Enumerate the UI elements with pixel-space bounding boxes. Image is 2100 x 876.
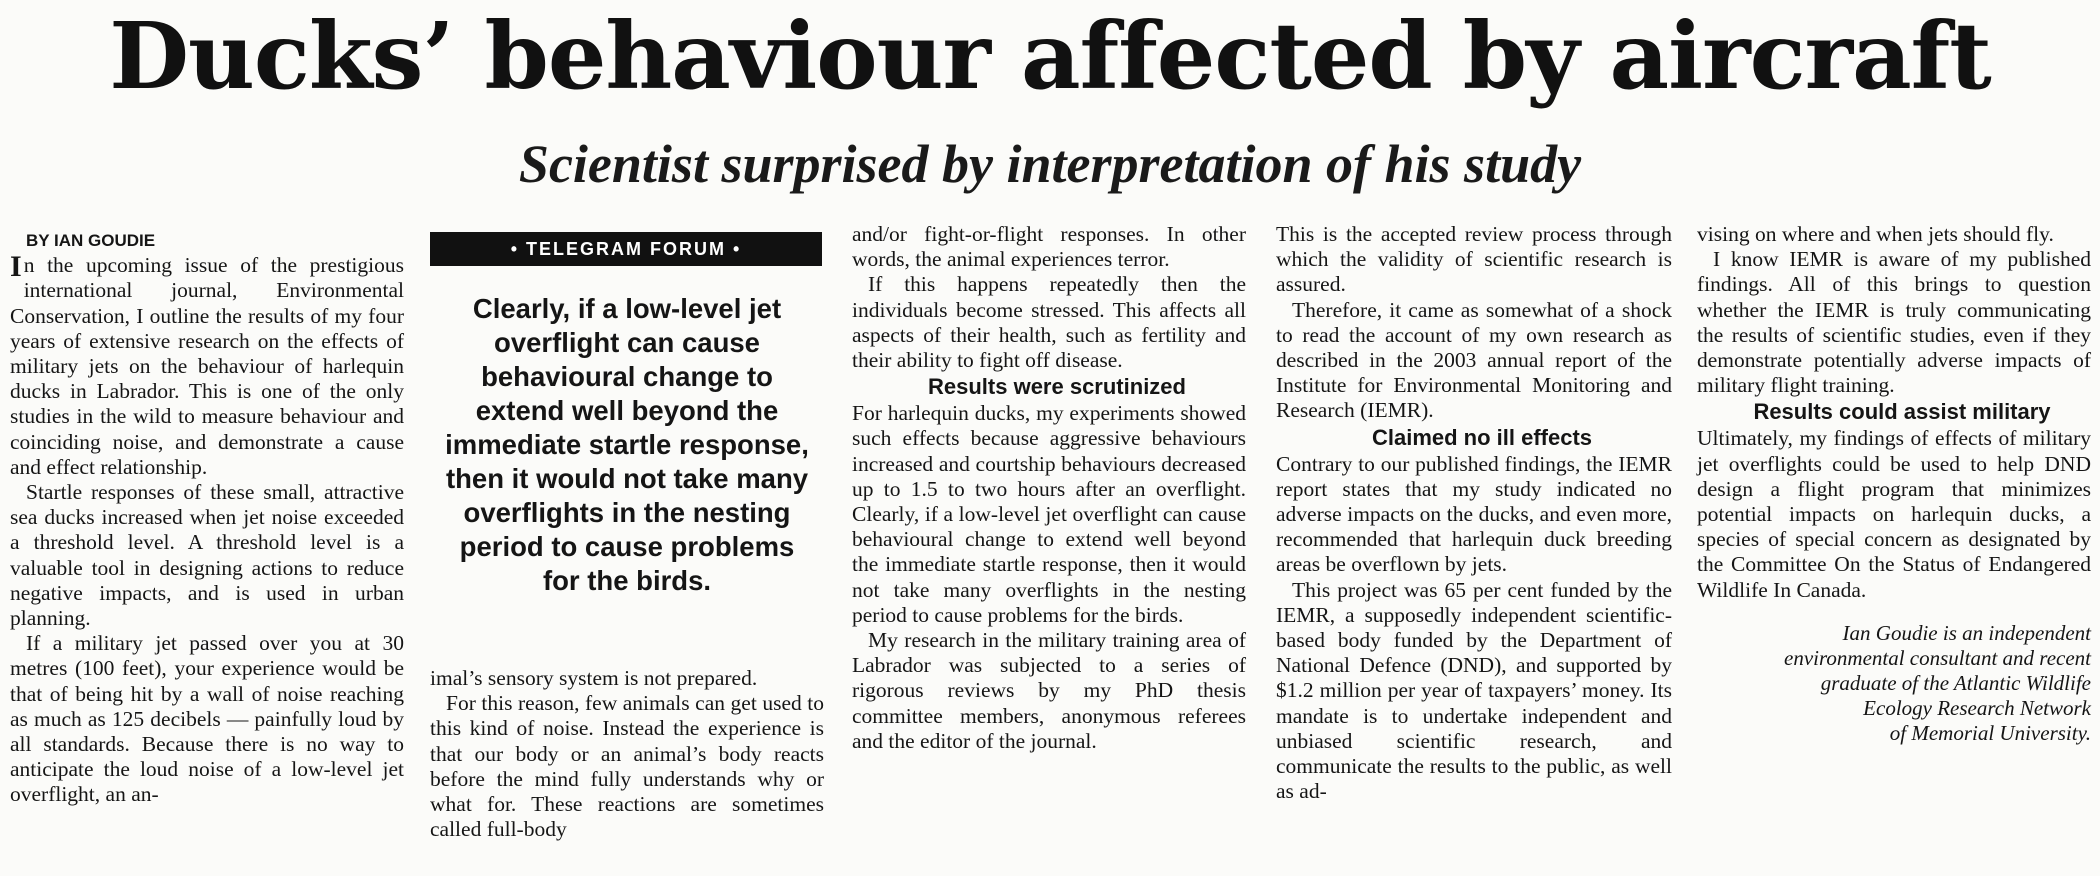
column-3 — [852, 222, 1246, 754]
byline: BY IAN GOUDIE — [26, 231, 156, 250]
headline: Ducks’ behaviour affected by aircraft — [109, 2, 1991, 110]
paragraph-11: Therefore, it came as somewhat of a shock to read the account of my own research as described in the 2003 annual report of the Institute for Environmental Monitoring and Research (IEMR). — [1276, 297, 1672, 423]
paragraph-15: I know IEMR is aware of my published findings. All of this brings to question whether the IEMR is truly communicating the results of scientific studies, even if they demonstrate potentially adverse impacts of military flight training. — [1697, 247, 2091, 398]
paragraph-10: This is the accepted review process through which the validity of scientific research is assured. — [1276, 222, 1672, 297]
credit-line: Ecology Research Network — [1863, 695, 2091, 720]
paragraph-3: If a military jet passed over you at 30 metres (100 feet), your experience would be that of being hit by a wall of noise reaching as much as 125 decibels — painfully loud by all standards. Because there is no way to anticipate the loud noise of a low-level jet overflight, an an- — [10, 631, 404, 807]
pull-quote: Clearly, if a low-level jet overflight can cause behavioural change to extend well beyond the immediate startle response, then it would not take many overflights in the nesting period to cause problems for the birds. — [445, 293, 809, 596]
credit-line: graduate of the Atlantic Wildlife — [1820, 670, 2091, 695]
column-2 — [430, 228, 824, 842]
credit-line: Ian Goudie is an independent — [1842, 620, 2091, 645]
paragraph-7: If this happens repeatedly then the individuals become stressed. This affects all aspects of their health, such as fertility and their ability to fight off disease. — [852, 272, 1246, 373]
paragraph-1 — [10, 250, 404, 480]
paragraph-2: Startle responses of these small, attractive sea ducks increased when jet noise exceeded a threshold level. A threshold level is a valuable tool in designing actions to reduce negative impacts, and is used in urban planning. — [10, 480, 404, 631]
paragraph-5: For this reason, few animals can get used to this kind of noise. Instead the experience is that our body or an animal’s body reacts before the mind fully understands why or what for. These reactions are sometimes called full-body — [430, 691, 824, 842]
paragraph-16: Ultimately, my findings of effects of military jet overflights could be used to help DND design a flight program that minimizes potential impacts on harlequin ducks, a species of special concern as designated by the Committee On the Status of Endangered Wildlife In Canada. — [1697, 426, 2091, 602]
column-5 — [1697, 222, 2091, 746]
credit-line: of Memorial University. — [1889, 720, 2091, 745]
paragraph-13: This project was 65 per cent funded by the IEMR, a supposedly independent scientific-based body funded by the Department of National Defence (DND), and supported by $1.2 million per year of taxpayers’ money. Its mandate is to undertake independent and unbiased scientific research, and communicate the results to the public, as well as ad- — [1276, 577, 1672, 804]
paragraph-9: My research in the military training area of Labrador was subjected to a series of rigorous reviews by my PhD thesis committee members, anonymous referees and the editor of the journal. — [852, 628, 1246, 753]
paragraph-12: Contrary to our published findings, the IEMR report states that my study indicated no adverse impacts on the ducks, and even more, recommended that harlequin duck breeding areas be overflown by jets. — [1276, 451, 1672, 577]
author-credit — [1697, 621, 2091, 746]
column-1 — [10, 228, 404, 808]
paragraph-4: imal’s sensory system is not prepared. — [430, 666, 758, 690]
column-4 — [1276, 222, 1672, 804]
paragraph-6: and/or fight-or-flight responses. In other words, the animal experiences terror. — [852, 222, 1246, 272]
subheadline: Scientist surprised by interpretation of his study — [518, 134, 1582, 194]
column-2-body — [430, 666, 824, 842]
forum-banner: • TELEGRAM FORUM • — [430, 232, 822, 266]
section-heading-claimed-no-ill-effects: Claimed no ill effects — [1371, 424, 1593, 450]
section-heading-results-could-assist: Results could assist military — [1753, 399, 2051, 425]
paragraph-1-text: n the upcoming issue of the prestigious international journal, Environmental Conservation, I outline the results of my four years of extensive research on the effects of military jets on the behaviour of harlequin ducks in Labrador. This is one of the only studies in the wild to measure behaviour and coinciding noise, and demonstrate a cause and effect relationship. — [10, 253, 404, 479]
drop-cap: I — [10, 250, 22, 284]
paragraph-8: For harlequin ducks, my experiments showed such effects because aggressive behaviours increased and courtship behaviours decreased up to 1.5 to two hours after an overflight. Clearly, if a low-level jet overflight can cause behavioural change to extend well beyond the immediate startle response, then it would not take many overflights in the nesting period to cause problems for the birds. — [852, 401, 1246, 627]
credit-line: environmental consultant and recent — [1784, 645, 2091, 670]
paragraph-14: vising on where and when jets should fly. — [1697, 222, 2054, 246]
section-heading-results-scrutinized: Results were scrutinized — [928, 374, 1186, 400]
